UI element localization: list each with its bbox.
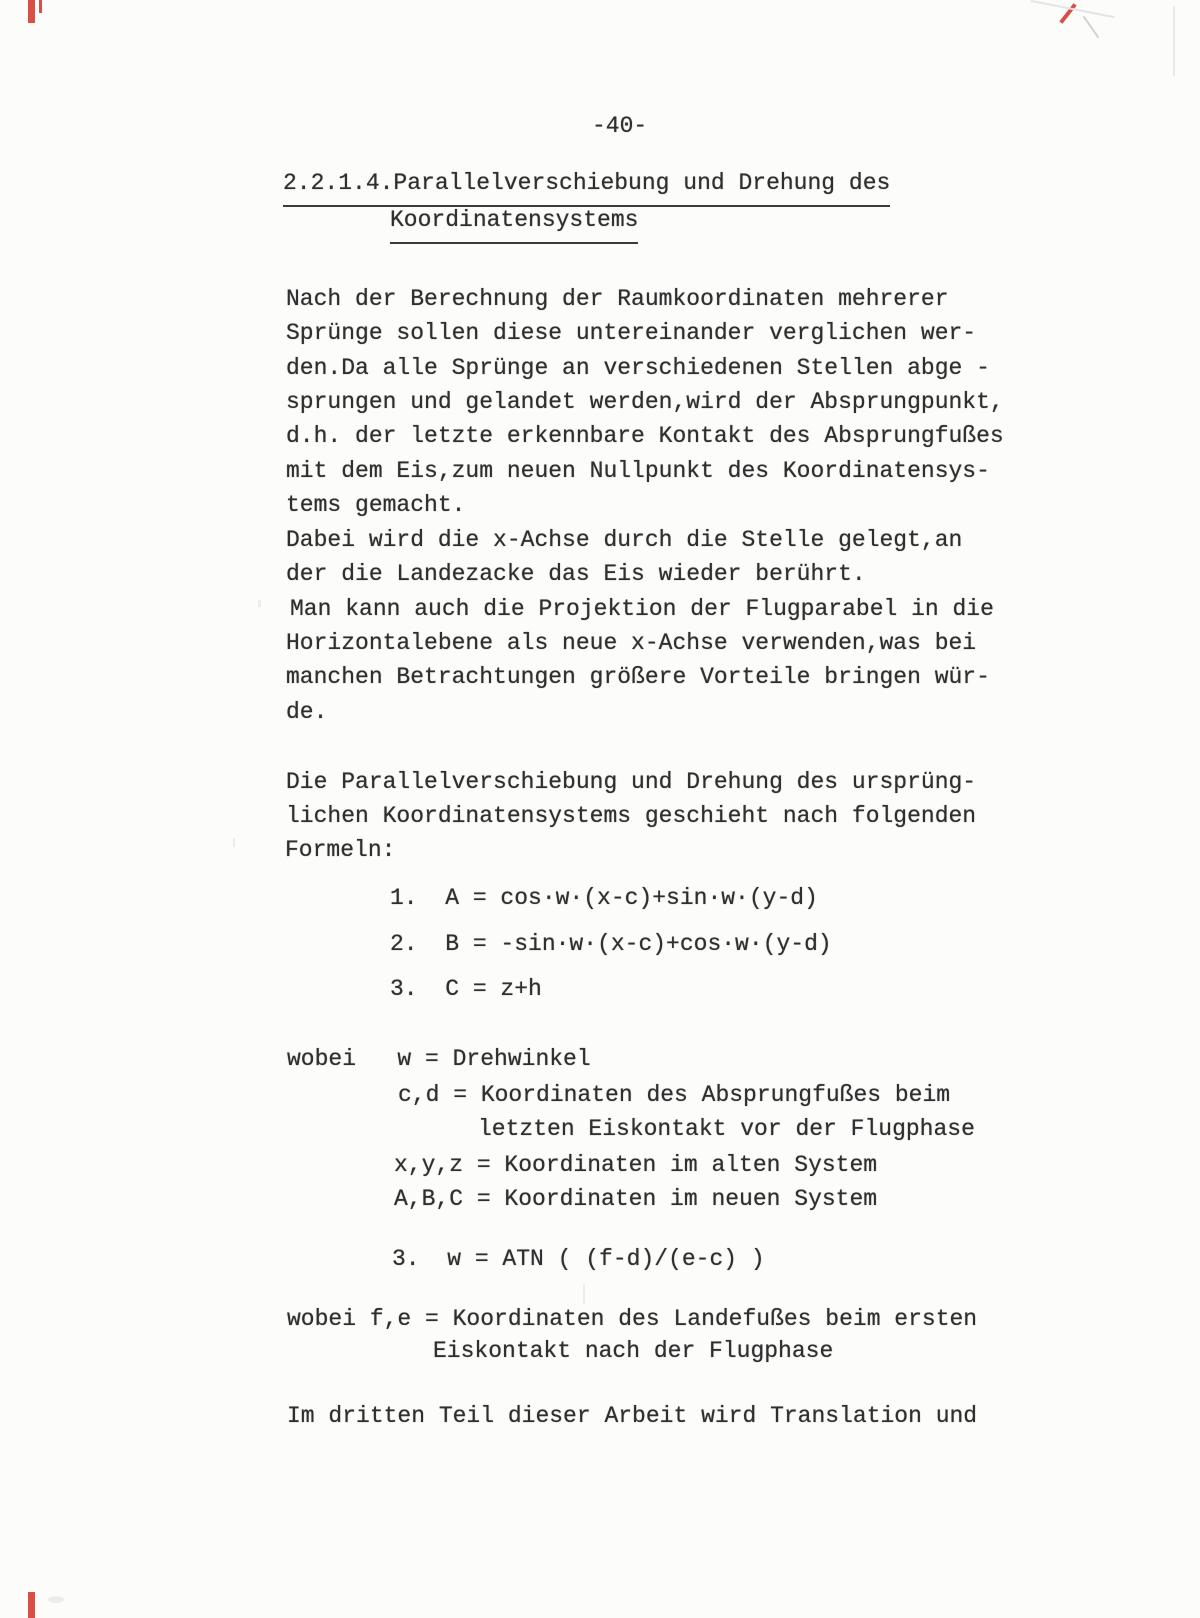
text-line: sprungen und gelandet werden,wird der Absprungpunkt, — [286, 389, 1004, 415]
formula-line-3: 3. C = z+h — [390, 976, 542, 1002]
text-line: Die Parallelverschiebung und Drehung des ursprüng- — [286, 769, 977, 795]
definition-line: wobei f,e = Koordinaten des Landefußes beim ersten — [287, 1306, 978, 1332]
definition-line: wobei w = Drehwinkel — [287, 1046, 591, 1072]
text-line: Dabei wird die x-Achse durch die Stelle gelegt,an — [286, 527, 963, 553]
text-line: Im dritten Teil dieser Arbeit wird Translation und — [287, 1403, 978, 1429]
scan-smudge-bottom-left — [48, 1596, 64, 1603]
text-line: Sprünge sollen diese untereinander verglichen wer- — [286, 320, 977, 346]
definition-line: A,B,C = Koordinaten im neuen System — [394, 1186, 878, 1212]
definition-line: letzten Eiskontakt vor der Flugphase — [478, 1116, 975, 1142]
formula-line-1: 1. A = cos·w·(x-c)+sin·w·(y-d) — [390, 885, 818, 911]
formula-line-2: 2. B = -sin·w·(x-c)+cos·w·(y-d) — [390, 931, 832, 957]
text-line: Man kann auch die Projektion der Flugparabel in die — [290, 596, 994, 622]
scan-line-right-edge — [1173, 6, 1175, 76]
red-pen-mark-top-left-2 — [39, 0, 42, 13]
section-heading-line-1: 2.2.1.4.Parallelverschiebung und Drehung des — [283, 168, 890, 207]
section-heading-line-2: Koordinatensystems — [390, 205, 638, 244]
definition-line: x,y,z = Koordinaten im alten System — [394, 1152, 878, 1178]
text-line: d.h. der letzte erkennbare Kontakt des Absprungfußes — [286, 423, 1004, 449]
red-pen-mark-top-left — [28, 0, 35, 23]
scan-speck-margin-1 — [258, 600, 261, 607]
text-line: manchen Betrachtungen größere Vorteile bringen wür- — [286, 664, 990, 690]
formula-line-atn: 3. w = ATN ( (f-d)/(e-c) ) — [392, 1246, 765, 1272]
text-line: tems gemacht. — [286, 492, 466, 518]
text-line: Horizontalebene als neue x-Achse verwenden,was bei — [286, 630, 977, 656]
text-line: der die Landezacke das Eis wieder berührt. — [286, 561, 866, 587]
page-number: -40- — [592, 113, 648, 139]
text-line: Formeln: — [285, 837, 396, 863]
text-line: Nach der Berechnung der Raumkoordinaten mehrerer — [286, 286, 949, 312]
scan-crease-top-right-2 — [1083, 16, 1100, 38]
text-line: den.Da alle Sprünge an verschiedenen Stellen abge - — [286, 355, 990, 381]
text-line: lichen Koordinatensystems geschieht nach folgenden — [286, 803, 977, 829]
red-pen-mark-bottom-left — [28, 1592, 35, 1618]
scan-speck-margin-2 — [233, 838, 235, 847]
definition-line: Eiskontakt nach der Flugphase — [433, 1338, 834, 1364]
text-line: mit dem Eis,zum neuen Nullpunkt des Koordinatensys- — [286, 458, 990, 484]
scan-speck-mid — [583, 1284, 585, 1304]
definition-line: c,d = Koordinaten des Absprungfußes beim — [398, 1082, 951, 1108]
text-line: de. — [286, 699, 328, 725]
